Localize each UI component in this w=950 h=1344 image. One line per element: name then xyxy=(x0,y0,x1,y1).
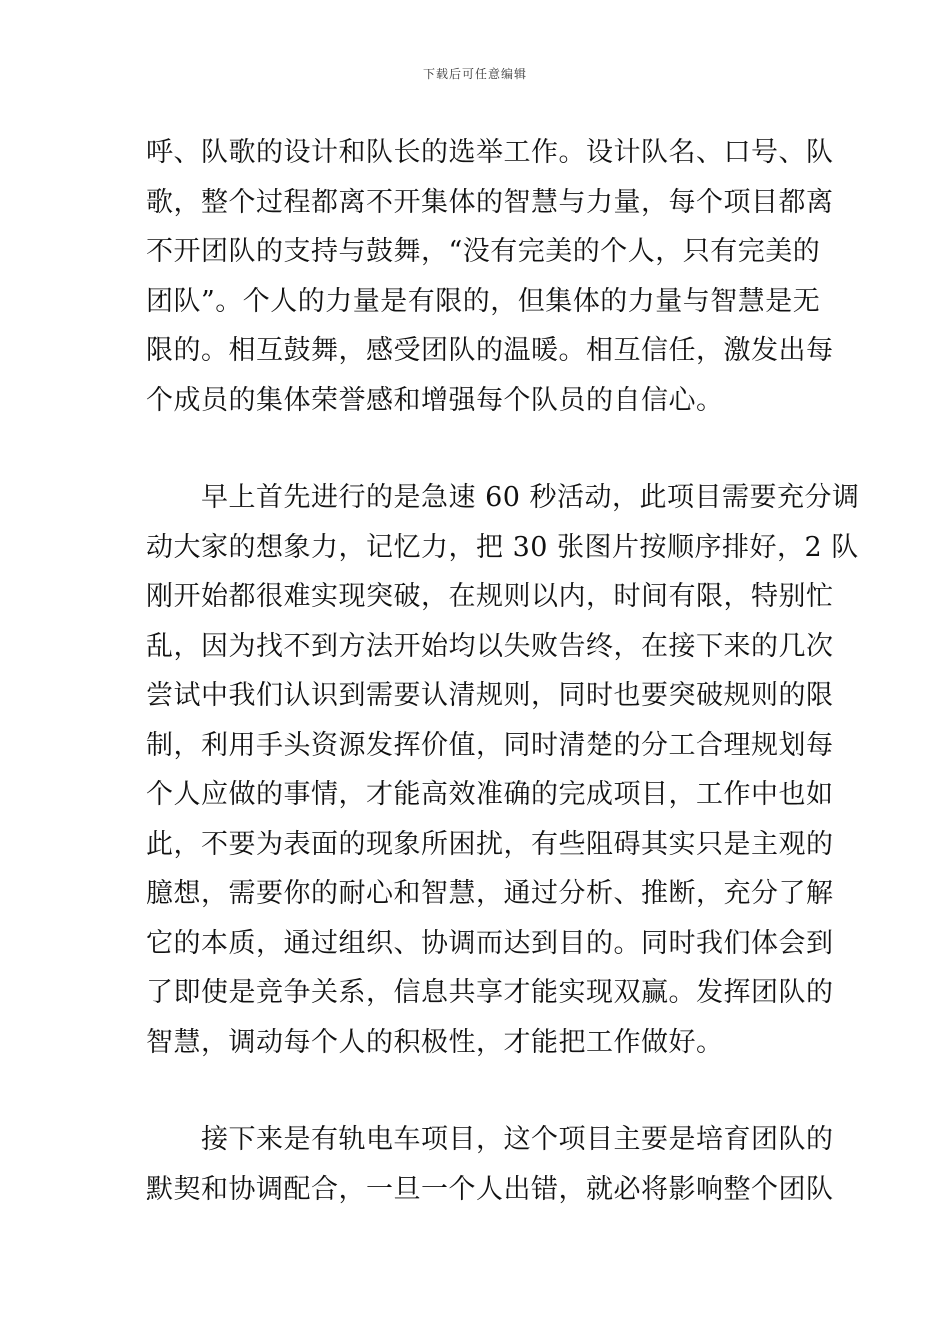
text-line: 不开团队的支持与鼓舞，“没有完美的个人，只有完美的 xyxy=(146,236,821,267)
text-line: 限的。相互鼓舞，感受团队的温暖。相互信任，激发出每 xyxy=(146,335,834,366)
text-line: 制，利用手头资源发挥价值，同时清楚的分工合理规划每 xyxy=(146,729,834,761)
text-line: 它的本质，通过组织、协调而达到目的。同时我们体会到 xyxy=(146,927,834,959)
text-line: 团队”。个人的力量是有限的，但集体的力量与智慧是无 xyxy=(146,285,821,317)
text-line: 智慧，调动每个人的积极性，才能把工作做好。 xyxy=(146,1026,724,1058)
paragraph-tram xyxy=(146,1115,834,1214)
page-header: 下载后可任意编辑 xyxy=(422,67,527,81)
text-line: 歌，整个过程都离不开集体的智慧与力量，每个项目都离 xyxy=(146,186,834,218)
text-line: 早上首先进行的是急速 60 秒活动，此项目需要充分调 xyxy=(146,482,860,513)
text-line: 动大家的想象力，记忆力，把 30 张图片按顺序排好，2 队 xyxy=(146,531,859,563)
text-line: 个人应做的事情，才能高效准确的完成项目，工作中也如 xyxy=(146,779,834,810)
text-line: 默契和协调配合，一旦一个人出错，就必将影响整个团队 xyxy=(146,1173,834,1205)
text-line: 接下来是有轨电车项目，这个项目主要是培育团队的 xyxy=(146,1124,834,1155)
paragraph-spacer xyxy=(146,425,806,473)
text-line: 刚开始都很难实现突破，在规则以内，时间有限，特别忙 xyxy=(146,581,834,612)
text-line: 乱，因为找不到方法开始均以失败告终，在接下来的几次 xyxy=(146,630,834,662)
document-body xyxy=(146,128,860,1214)
paragraph-60-seconds xyxy=(146,473,860,1067)
text-line: 尝试中我们认识到需要认清规则，同时也要突破规则的限 xyxy=(146,680,834,711)
text-line: 此，不要为表面的现象所困扰，有些阻碍其实只是主观的 xyxy=(146,828,834,860)
text-line: 呼、队歌的设计和队长的选举工作。设计队名、口号、队 xyxy=(146,137,834,168)
text-line: 个成员的集体荣誉感和增强每个队员的自信心。 xyxy=(146,384,724,416)
paragraph-team-building xyxy=(146,128,834,425)
text-line: 了即使是竞争关系，信息共享才能实现双赢。发挥团队的 xyxy=(146,977,834,1008)
paragraph-spacer xyxy=(146,1067,806,1115)
text-line: 臆想，需要你的耐心和智慧，通过分析、推断，充分了解 xyxy=(146,878,834,909)
